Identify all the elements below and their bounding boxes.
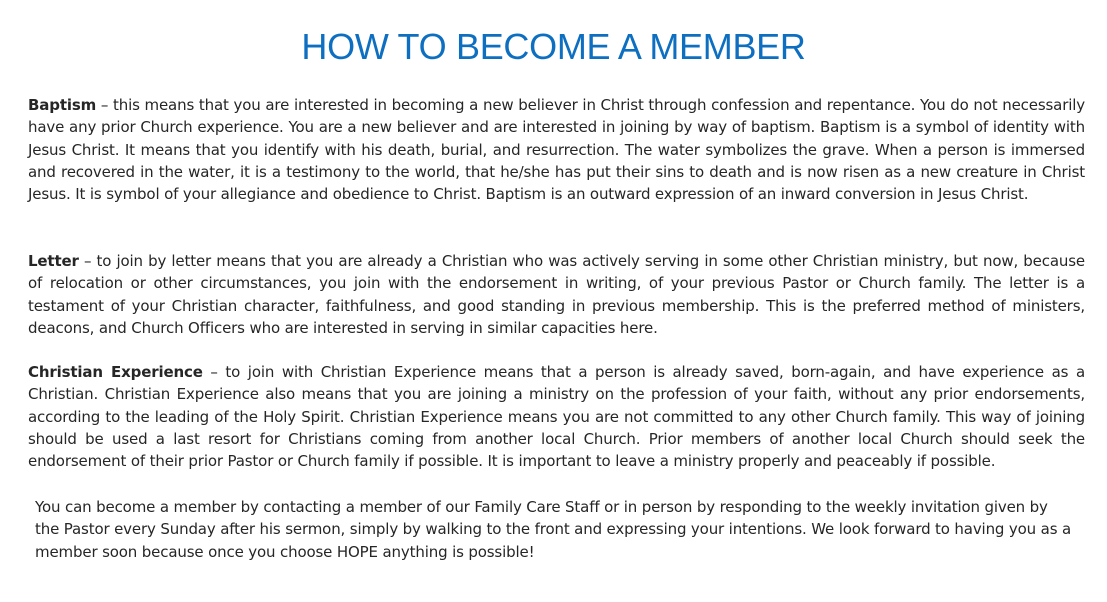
section-term: Letter	[28, 252, 79, 270]
section-letter	[28, 250, 1085, 339]
section-term: Christian Experience	[28, 363, 203, 381]
section-christian-experience	[28, 361, 1085, 472]
page-title: HOW TO BECOME A MEMBER	[301, 26, 806, 67]
section-text: – this means that you are interested in becoming a new believer in Christ through confession and repentance. You do not necessarily have any prior Church experience. You are a new believer and are interested in joining by way of baptism. Baptism is a symbol of identity with Jesus Christ. It means that you identify with his death, burial, and resurrection. The water symbolizes the grave. When a person is immersed and recovered in the water, it is a testimony to the world, that he/she has put their sins to death and is now risen as a new creature in Christ Jesus. It is symbol of your allegiance and obedience to Christ. Baptism is an outward expression of an inward conversion in Jesus Christ.	[28, 96, 1085, 204]
closing-paragraph: You can become a member by contacting a member of our Family Care Staff or in person by responding to the weekly invitation given by the Pastor every Sunday after his sermon, simply by walking to the front and expressing your intentions. We look forward to having you as a member soon because once you choose HOPE anything is possible!	[35, 498, 1072, 561]
section-term: Baptism	[28, 96, 97, 114]
section-text: – to join by letter means that you are already a Christian who was actively serving in some other Christian ministry, but now, because of relocation or other circumstances, you join with the endorsement in writing, of your previous Pastor or Church family. The letter is a testament of your Christian character, faithfulness, and good standing in previous membership. This is the preferred method of ministers, deacons, and Church Officers who are interested in serving in similar capacities here.	[28, 252, 1085, 337]
section-baptism	[28, 94, 1085, 205]
section-text: – to join with Christian Experience means that a person is already saved, born-again, and have experience as a Christian. Christian Experience also means that you are joining a ministry on the profession of your faith, without any prior endorsements, according to the leading of the Holy Spirit. Christian Experience means you are not committed to any other Church family. This way of joining should be used a last resort for Christians coming from another local Church. Prior members of another local Church should seek the endorsement of their prior Pastor or Church family if possible. It is important to leave a ministry properly and peaceably if possible.	[28, 363, 1085, 471]
